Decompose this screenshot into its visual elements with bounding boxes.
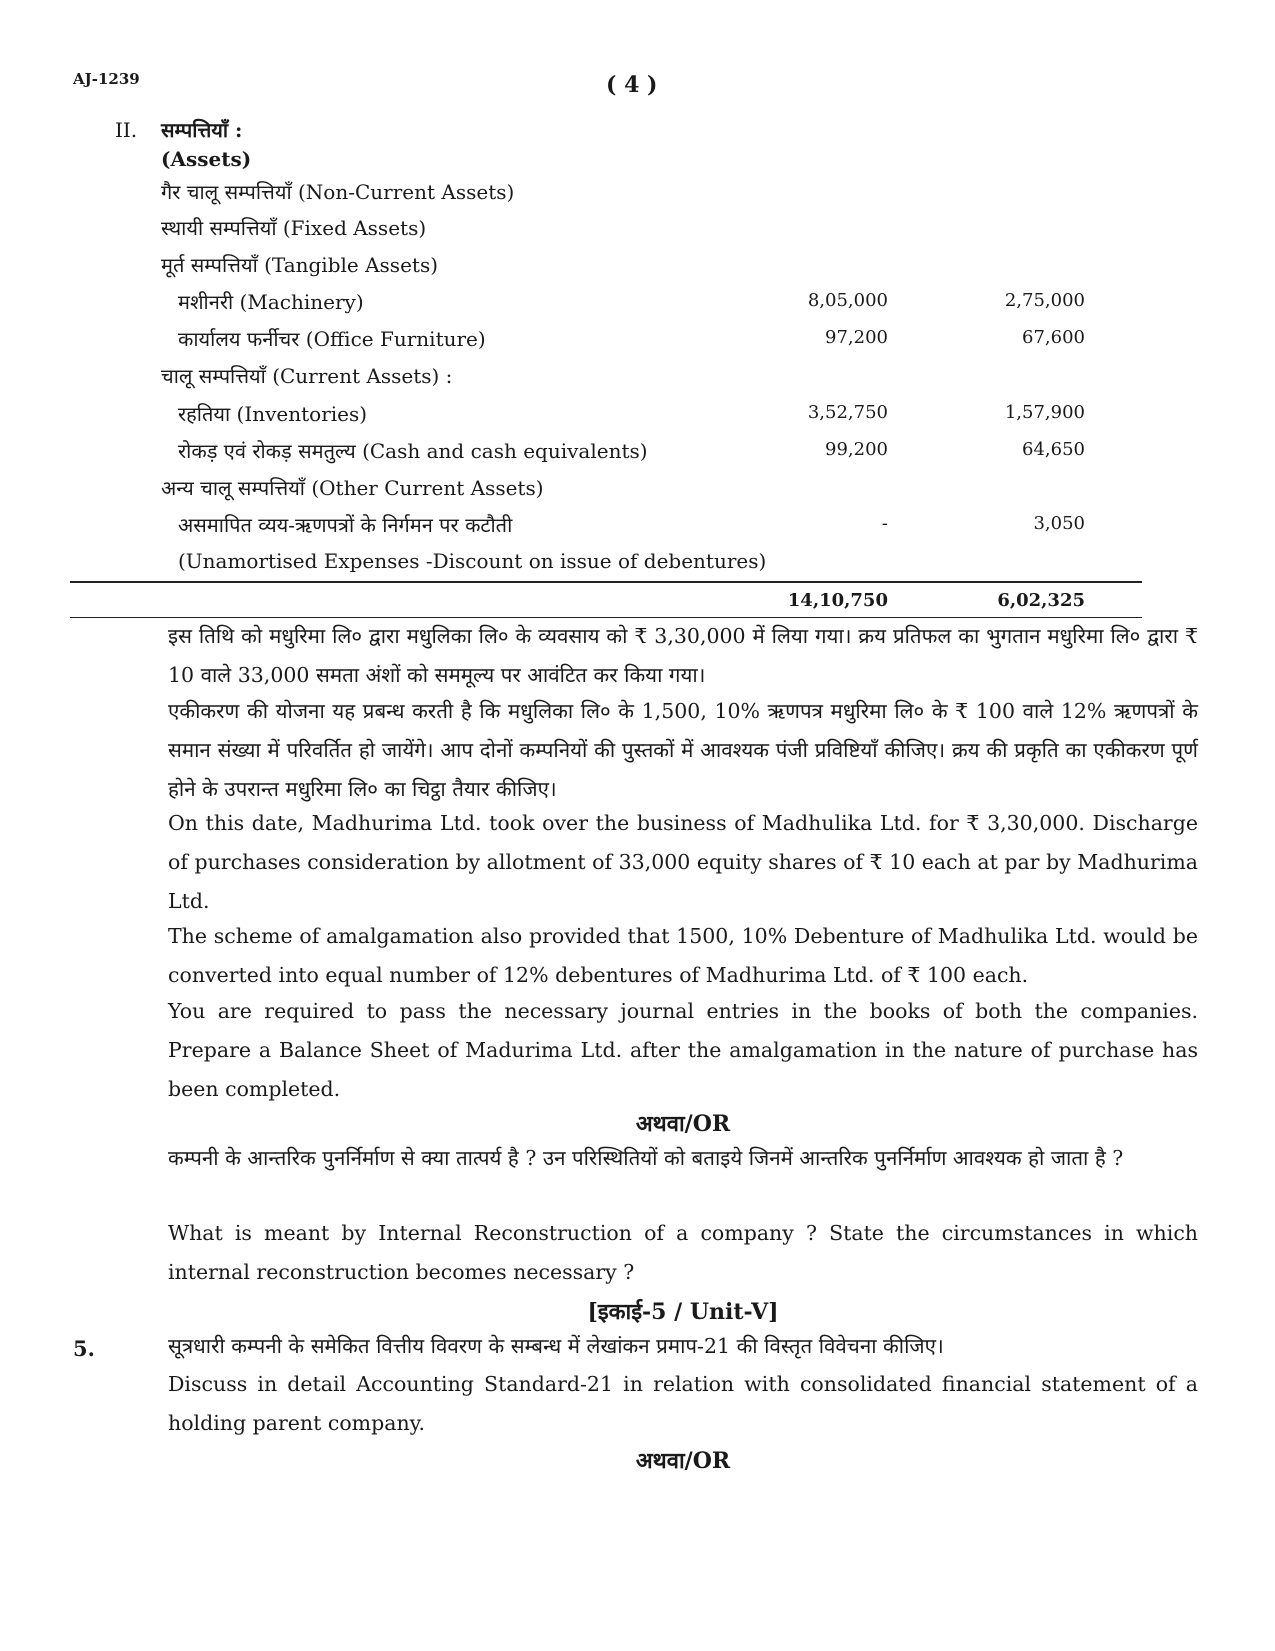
row-label: रहतिया (Inventories) bbox=[178, 402, 368, 426]
row-label: असमापित व्यय-ऋणपत्रों के निर्गमन पर कटौती bbox=[178, 513, 513, 537]
row-value-col1: 97,200 bbox=[825, 327, 888, 348]
row-label: रोकड़ एवं रोकड़ समतुल्य (Cash and cash equivalents) bbox=[178, 439, 648, 463]
row-value-col1: - bbox=[881, 513, 888, 534]
row-value-col2: 64,650 bbox=[1022, 439, 1085, 460]
or-question-hindi: कम्पनी के आन्तरिक पुनर्निर्माण से क्या तात्पर्य है ? उन परिस्थितियों को बताइये जिनमें आन्तरिक पुनर्निर्माण आवश्यक हो जाता है ? bbox=[168, 1146, 1124, 1170]
section-numeral: II. bbox=[115, 118, 138, 142]
row-label: गैर चालू सम्पत्तियाँ (Non-Current Assets) bbox=[161, 180, 515, 204]
row-label: अन्य चालू सम्पत्तियाँ (Other Current Assets) bbox=[161, 476, 544, 500]
question-number: 5. bbox=[73, 1336, 95, 1361]
row-label: मूर्त सम्पत्तियाँ (Tangible Assets) bbox=[161, 253, 439, 277]
page-number: ( 4 ) bbox=[606, 72, 658, 98]
question-text-hindi-1: इस तिथि को मधुरिमा लि० द्वारा मधुलिका लि० के व्यवसाय को ₹ 3,30,000 में लिया गया। क्रय प्रतिफल का भुगतान मधुरिमा लि० द्वारा ₹ 10 वाले 33,000 समता अंशों को सममूल्य पर आवंटित कर किया गया। bbox=[168, 624, 1198, 687]
section-title-english: (Assets) bbox=[161, 147, 252, 171]
question-5-english: Discuss in detail Accounting Standard-21 in relation with consolidated financial statement of a holding parent company. bbox=[168, 1372, 1198, 1435]
question-text-hindi-2: एकीकरण की योजना यह प्रबन्ध करती है कि मधुलिका लि० के 1,500, 10% ऋणपत्र मधुरिमा लि० के ₹ 100 वाले 12% ऋणपत्रों के समान संख्या में परिवर्तित हो जायेंगे। आप दोनों कम्पनियों की पुस्तकों में आवश्यक पंजी प्रविष्टियाँ कीजिए। क्रय की प्रकृति का एकीकरण पूर्ण होने के उपरान्त मधुरिमा लि० का चिट्ठा तैयार कीजिए। bbox=[168, 699, 1198, 801]
paper-code: AJ-1239 bbox=[73, 70, 140, 88]
row-label: कार्यालय फर्नीचर (Office Furniture) bbox=[178, 327, 486, 351]
unit-heading: [इकाई-5 / Unit-V] bbox=[587, 1299, 779, 1325]
question-text-english-3: You are required to pass the necessary journal entries in the books of both the companies. Prepare a Balance Sheet of Madurima Ltd. after the amalgamation in the nature of purchase has been completed. bbox=[168, 999, 1198, 1101]
row-label: चालू सम्पत्तियाँ (Current Assets) : bbox=[161, 364, 453, 388]
row-value-col2: 3,050 bbox=[1033, 513, 1085, 534]
total-col2: 6,02,325 bbox=[997, 590, 1085, 611]
question-text-english-2: The scheme of amalgamation also provided that 1500, 10% Debenture of Madhulika Ltd. would be converted into equal number of 12% debentures of Madhurima Ltd. of ₹ 100 each. bbox=[168, 924, 1198, 987]
or-separator: अथवा/OR bbox=[635, 1111, 731, 1137]
section-title-hindi: सम्पत्तियाँ : bbox=[161, 118, 243, 142]
row-label: मशीनरी (Machinery) bbox=[178, 290, 364, 314]
row-value-col2: 67,600 bbox=[1022, 327, 1085, 348]
total-col1: 14,10,750 bbox=[787, 590, 888, 611]
row-label: स्थायी सम्पत्तियाँ (Fixed Assets) bbox=[161, 216, 427, 240]
row-value-col1: 3,52,750 bbox=[807, 402, 888, 423]
row-value-col1: 8,05,000 bbox=[807, 290, 888, 311]
table-rule-top bbox=[70, 581, 1142, 583]
or-separator: अथवा/OR bbox=[635, 1448, 731, 1474]
or-question-english: What is meant by Internal Reconstruction of a company ? State the circumstances in which internal reconstruction becomes necessary ? bbox=[168, 1221, 1198, 1284]
row-label: (Unamortised Expenses -Discount on issue of debentures) bbox=[178, 549, 767, 573]
row-value-col1: 99,200 bbox=[825, 439, 888, 460]
row-value-col2: 2,75,000 bbox=[1004, 290, 1085, 311]
question-text-english-1: On this date, Madhurima Ltd. took over the business of Madhulika Ltd. for ₹ 3,30,000. Discharge of purchases consideration by allotment of 33,000 equity shares of ₹ 10 each at par by Madhurima Ltd. bbox=[168, 811, 1198, 913]
row-value-col2: 1,57,900 bbox=[1004, 402, 1085, 423]
question-5-hindi: सूत्रधारी कम्पनी के समेकित वित्तीय विवरण के सम्बन्ध में लेखांकन प्रमाप-21 की विस्तृत विवेचना कीजिए। bbox=[168, 1334, 944, 1358]
